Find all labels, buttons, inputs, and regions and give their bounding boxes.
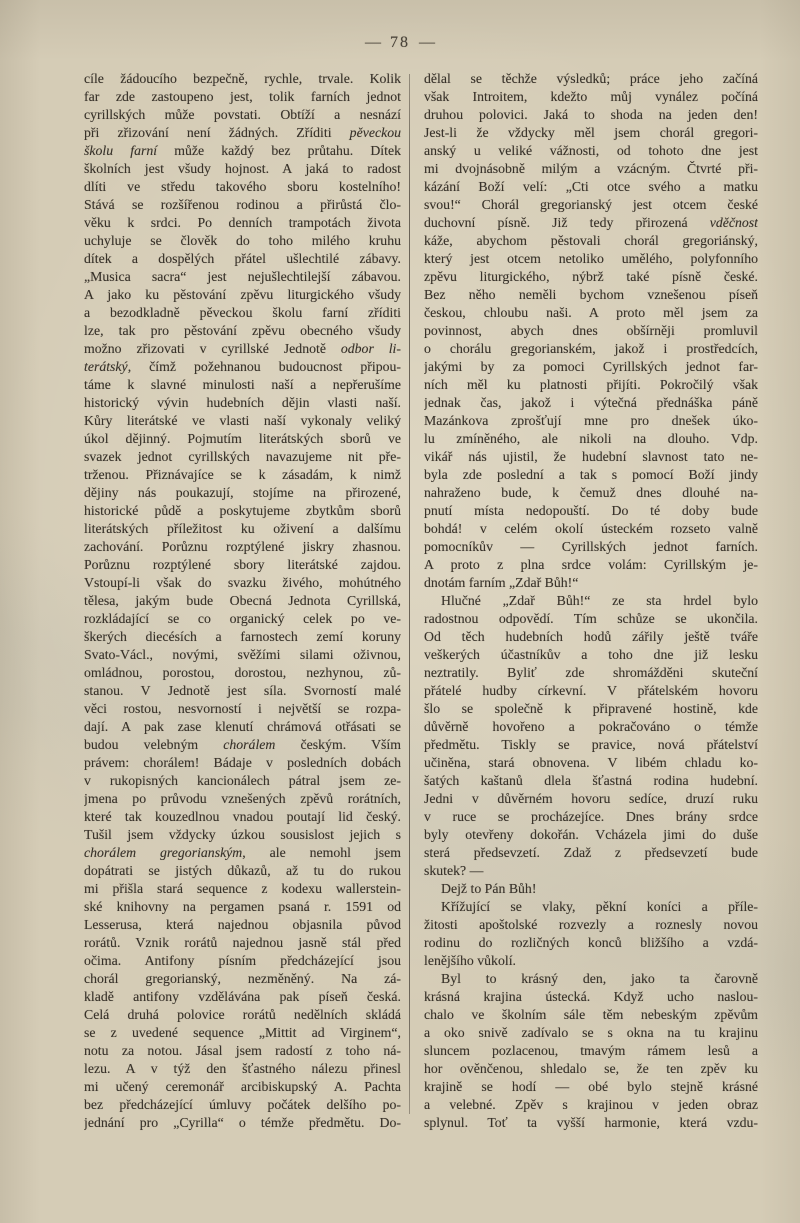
text-line: úkol dějinný. Pojmutím literátských sborů ve bbox=[84, 431, 401, 446]
text-line: školu farní může každý bez průtahu. Dítek bbox=[84, 143, 401, 158]
text-line: duchovní písně. Již tedy přirozená vděčnost bbox=[424, 215, 758, 230]
text-line: se z uvedené sequence „Mittit ad Virginem“, bbox=[84, 1025, 401, 1040]
text-line: lenějšího vůkolí. bbox=[424, 953, 516, 968]
text-line: při zřizování není žádných. Zříditi pěveckou bbox=[84, 125, 401, 140]
text-line: dělal se těchže výsledků; práce jeho začíná bbox=[424, 71, 758, 86]
text-line: uchyluje se člověk do toho milého kruhu bbox=[84, 233, 401, 248]
text-line: Jedni v důvěrném hovoru sedíce, druzí ruku bbox=[424, 791, 758, 806]
text-line: stanou. V Jednotě jest síla. Svorností malé bbox=[84, 683, 401, 698]
text-line: rozkládající se co organický celek po ve- bbox=[84, 611, 401, 626]
text-line: lze, tak pro pěstování zpěvu obecného všudy bbox=[84, 323, 401, 338]
text-line: Lesserusa, která najednou objasnila původ bbox=[84, 917, 401, 932]
text-line: chalo ve školním sále těm nebeským zpěvům bbox=[424, 1007, 758, 1022]
text-line: literátských příležitost ku oživení a dalšímu bbox=[84, 521, 401, 536]
text-line: v rukopisných kancionálech pátral jsem ze- bbox=[84, 773, 401, 788]
text-line: anský u veliké vážnosti, od tohoto dne jest bbox=[424, 143, 758, 158]
text-line: ské knihovny na pergamen psaná r. 1591 od bbox=[84, 899, 401, 914]
text-line: Jest-li že vždycky měl jsem chorál gregori- bbox=[424, 125, 758, 140]
text-line: ních měl ku platnosti přijíti. Pokročilý však bbox=[424, 377, 758, 392]
page-number: 78 bbox=[390, 34, 410, 51]
text-line: povinnost, abych dnes obšírněji promluvil bbox=[424, 323, 758, 338]
text-line: cíle žádoucího bezpečně, rychle, trvale. Kolik bbox=[84, 71, 401, 86]
text-line: dají. A pak zase klenutí chrámová otřásati se bbox=[84, 719, 401, 734]
text-line: táme k slavné minulosti naší a nepřerušíme bbox=[84, 377, 401, 392]
text-line: Svato-Václ., novými, svěžími silami oživnou, bbox=[84, 647, 401, 662]
text-line: jednak čas, jakož i výtečná přednáška páně bbox=[424, 395, 758, 410]
text-line: zachování. Porůznu rozptýlené jiskry zhasnou. bbox=[84, 539, 401, 554]
text-line: radostnou odpovědí. Tím schůze se ukončila. bbox=[424, 611, 758, 626]
text-line: přátelé hudby církevní. V přátelském hovoru bbox=[424, 683, 758, 698]
text-line: dítek a dospělých přátel ušlechtilé zábavy. bbox=[84, 251, 401, 266]
text-line: mi dvojnásobně milým a vzácným. Čtvrté při- bbox=[424, 161, 758, 176]
text-line: A jako ku pěstování zpěvu liturgického všudy bbox=[84, 287, 401, 302]
text-line: sluncem pozlacenou, tmavým rámem lesů a bbox=[424, 1043, 758, 1058]
text-line: Od těch hudebních hodů zářily ještě tváře bbox=[424, 629, 758, 644]
text-line: Mazánkova zprošťují mne pro dnešek úko- bbox=[424, 413, 758, 428]
text-line: terátský, čímž požehnanou budoucnost připou- bbox=[84, 359, 401, 374]
text-line: dopátrati se jistých důkazů, až tu do rukou bbox=[84, 863, 401, 878]
text-line: Kůry literátské ve vlasti naší vykonaly veliký bbox=[84, 413, 401, 428]
text-line: lu zmíněného, ale nikoli na dlouho. Vdp. bbox=[424, 431, 758, 446]
text-line: Celá druhá polovice rorátů nedělních skládá bbox=[84, 1007, 401, 1022]
text-line: jmena po průvodu vznešených zpěvů rorátních, bbox=[84, 791, 401, 806]
text-line: právem: chorálem! Bádaje v posledních dobách bbox=[84, 755, 401, 770]
text-line: pnutí místa nedopouští. Do té doby bude bbox=[424, 503, 758, 518]
text-line: Dejž to Pán Bůh! bbox=[441, 881, 537, 896]
text-line: káže, abychom pěstovali chorál gregoriánský, bbox=[424, 233, 758, 248]
text-line: skutek? — bbox=[424, 863, 484, 878]
text-line: Hlučné „Zdař Bůh!“ ze sta hrdel bylo bbox=[441, 593, 758, 608]
text-line: veškerých účastníkův a toho dne již lesku bbox=[424, 647, 758, 662]
text-line: kázání Boží velí: „Cti otce svého a matku bbox=[424, 179, 758, 194]
text-line: Porůznu rozptýlené sbory literátské zajdou. bbox=[84, 557, 401, 572]
text-line: a bezodkladně pěveckou školu farní zříditi bbox=[84, 305, 401, 320]
text-line: které tak kouzedlnou vnadou poutají lid český. bbox=[84, 809, 401, 824]
text-line: chorálem gregorianským, ale nemohl jsem bbox=[84, 845, 401, 860]
text-line: druhou polovici. Jaká to shoda na jeden den! bbox=[424, 107, 758, 122]
text-line: neztratily. Byliť zde shromážděni skuteční bbox=[424, 665, 758, 680]
text-line: který jest otcem netoliko umělého, polyfonního bbox=[424, 251, 758, 266]
text-line: nahraženo bude, k čemuž dnes dlouhé na- bbox=[424, 485, 758, 500]
text-line: krásná krajina ústecká. Když ucho naslou- bbox=[424, 989, 758, 1004]
text-line: omládnou, porostou, dorostou, nezhynou, zů- bbox=[84, 665, 401, 680]
left-text-column bbox=[84, 70, 401, 1132]
right-text-column bbox=[424, 70, 758, 1132]
text-line: Stává se rozšířenou rodinou a přirůstá člo- bbox=[84, 197, 401, 212]
text-line: svazek jednot cyrillských navazujeme nit pře- bbox=[84, 449, 401, 464]
text-line: sterá předsevzetí. Zdaž z předsevzetí bude bbox=[424, 845, 758, 860]
text-line: šatých kaštanů dlela šťastná rodina hudební. bbox=[424, 773, 758, 788]
text-line: v ruce se procházejíce. Dnes brány srdce bbox=[424, 809, 758, 824]
text-line: svou!“ Chorál gregorianský jest otcem české bbox=[424, 197, 758, 212]
text-line: věci rostou, nesvorností i největší se rozpa- bbox=[84, 701, 401, 716]
text-line: historický vývin hudebních dějin vlasti naší. bbox=[84, 395, 401, 410]
column-divider-rule bbox=[409, 74, 410, 1114]
text-line: historické půdě a poskytujeme zbytkům sborů bbox=[84, 503, 401, 518]
text-line: žitosti apoštolské rozvezly a roznesly novou bbox=[424, 917, 758, 932]
text-line: šlo se společně k připravené hostině, kde bbox=[424, 701, 758, 716]
text-line: možno zřizovati v cyrillské Jednotě odbor li- bbox=[84, 341, 401, 356]
text-line: mi přišla stará sequence z kodexu wallerstein- bbox=[84, 881, 401, 896]
text-line: hor ověnčenou, shledalo se, že ten zpěv ku bbox=[424, 1061, 758, 1076]
header-dash-right: — bbox=[419, 34, 435, 51]
text-line: splynul. Toť ta vyšší harmonie, která vzdu- bbox=[424, 1115, 758, 1130]
text-line: tělesa, jakým bude Obecná Jednota Cyrillská, bbox=[84, 593, 401, 608]
text-line: trženou. Přiznávajíce se k zásadám, k nimž bbox=[84, 467, 401, 482]
text-line: byla zde poslední a tak s pomocí Boží jindy bbox=[424, 467, 758, 482]
text-line: Vstoupí-li však do svazku živého, mohútného bbox=[84, 575, 401, 590]
text-line: krajině se hodí — obé bylo stejně krásné bbox=[424, 1079, 758, 1094]
text-line: Křížující se vlaky, pěkní koníci a příle- bbox=[441, 899, 758, 914]
text-line: dlíti ve středu takového sboru kostelního! bbox=[84, 179, 401, 194]
text-line: Bez něho neměli bychom vznešenou píseň bbox=[424, 287, 758, 302]
text-line: škerých diecésích a farnostech zemí koruny bbox=[84, 629, 401, 644]
text-line: Byl to krásný den, jako ta čarovně bbox=[441, 971, 758, 986]
text-line: předmětu. Tiskly se pravice, nová přátelství bbox=[424, 737, 758, 752]
text-line: zpěvu liturgického, nýbrž také písně české. bbox=[424, 269, 758, 284]
text-line: a velebné. Zpěv s krajinou v jeden obraz bbox=[424, 1097, 758, 1112]
text-line: očima. Antifony písním předcházející jsou bbox=[84, 953, 401, 968]
text-line: však Introitem, kdežto můj vynález počíná bbox=[424, 89, 758, 104]
text-line: byly otevřeny dokořán. Vcházela jimi do duše bbox=[424, 827, 758, 842]
text-line: bez předcházející úmluvy počátek delšího po- bbox=[84, 1097, 401, 1112]
text-line: pomocníkův — Cyrillských jednot farních. bbox=[424, 539, 758, 554]
text-line: notu za notou. Jásal jsem radostí z toho ná- bbox=[84, 1043, 401, 1058]
text-line: jednání pro „Cyrilla“ o témže předmětu. Do- bbox=[84, 1115, 401, 1130]
header-dash-left: — bbox=[365, 34, 381, 51]
text-line: věku k srdci. Po denních trampotách života bbox=[84, 215, 401, 230]
text-line: mi učený ceremonář arcibiskupský A. Pachta bbox=[84, 1079, 401, 1094]
page-header bbox=[0, 34, 800, 52]
text-line: lezu. A v týž den šťastného nálezu přinesl bbox=[84, 1061, 401, 1076]
text-line: A proto z plna srdce volám: Cyrillským je- bbox=[424, 557, 758, 572]
text-line: kladě antifony vzdělávána pak píseň česká. bbox=[84, 989, 401, 1004]
text-line: školních jest všudy hojnost. A jaká to radost bbox=[84, 161, 401, 176]
text-line: dějiny nás poukazují, stojíme na přirozené, bbox=[84, 485, 401, 500]
text-line: far zde zastoupeno jest, tolik farních jednot bbox=[84, 89, 401, 104]
text-line: českou, chloubu naši. A proto měl jsem za bbox=[424, 305, 758, 320]
text-line: budou velebným chorálem českým. Vším bbox=[84, 737, 401, 752]
text-line: jakými by za pomoci Cyrillských jednot far- bbox=[424, 359, 758, 374]
text-line: o chorálu gregorianském, jakož i prostředcích, bbox=[424, 341, 758, 356]
text-line: dnotám farním „Zdař Bůh!“ bbox=[424, 575, 579, 590]
text-line: důvěrně hovořeno a pokračováno o témže bbox=[424, 719, 758, 734]
text-line: rorátů. Vznik rorátů najednou jasně stál před bbox=[84, 935, 401, 950]
text-line: chorál gregorianský, nezměněný. Na zá- bbox=[84, 971, 401, 986]
text-line: Tušil jsem vždycky úzkou sousislost jejich s bbox=[84, 827, 401, 842]
text-line: a oko snivě zadívalo se s okna na tu krajinu bbox=[424, 1025, 758, 1040]
text-line: cyrillských může povstati. Obtíží a nesnází bbox=[84, 107, 401, 122]
text-line: „Musica sacra“ jest nejušlechtilejší zábavou. bbox=[84, 269, 401, 284]
text-line: vikář nás ujistil, že hudební slavnost tato ne- bbox=[424, 449, 758, 464]
text-line: učiněna, stará obnovena. V libém chladu ko- bbox=[424, 755, 758, 770]
text-line: bohdá! v celém okolí ústeckém rozseto valně bbox=[424, 521, 758, 536]
text-line: rodinu do rozličných konců bližšího a vzdá- bbox=[424, 935, 758, 950]
